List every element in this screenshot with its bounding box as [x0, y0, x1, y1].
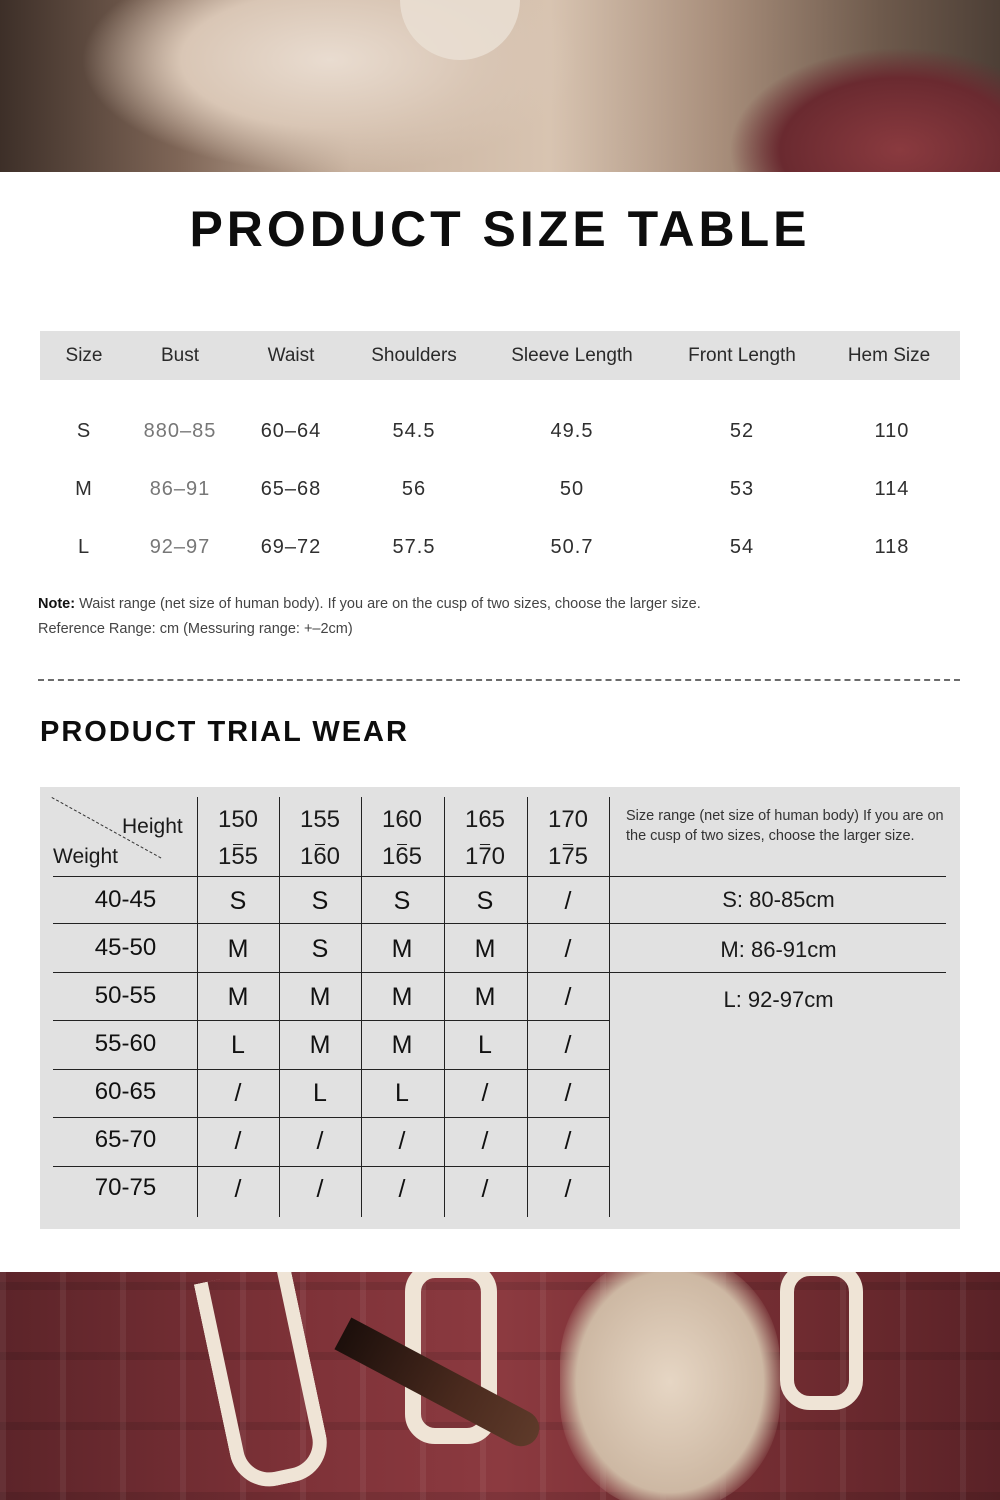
header-front-length: Front Length [688, 345, 796, 366]
size-cell: / [316, 1127, 324, 1155]
size-cell: / [398, 1175, 406, 1203]
cell-bust: 880–85 [143, 420, 217, 442]
size-cell: / [398, 1127, 406, 1155]
weight-label: 65-70 [94, 1126, 157, 1153]
grid-line [53, 1069, 610, 1070]
size-cell: M [309, 983, 331, 1011]
size-cell: L [313, 1079, 327, 1107]
size-row-s [40, 411, 960, 451]
height-from: 155 [299, 806, 341, 833]
cell-size: M [75, 478, 93, 500]
size-row-l [40, 527, 960, 567]
header-sleeve-length: Sleeve Length [511, 345, 633, 366]
cell-bust: 86–91 [149, 478, 211, 500]
cell-waist: 69–72 [260, 536, 322, 558]
range-l: L: 92-97cm [723, 987, 834, 1012]
size-cell: L [395, 1079, 409, 1107]
size-cell: M [474, 935, 496, 963]
cell-waist: 65–68 [260, 478, 322, 500]
size-cell: / [234, 1079, 242, 1107]
cell-front-length: 52 [729, 420, 755, 442]
size-cell: M [391, 935, 413, 963]
cell-sleeve-length: 50.7 [550, 536, 594, 558]
weight-label: 50-55 [94, 982, 157, 1009]
size-note [38, 596, 701, 612]
cell-waist: 60–64 [260, 420, 322, 442]
section-divider [38, 679, 960, 681]
fur-collar-detail [400, 0, 520, 60]
cell-hem-size: 114 [874, 478, 910, 500]
weight-axis-label: Weight [53, 845, 118, 868]
size-cell: / [481, 1175, 489, 1203]
size-cell: M [227, 935, 249, 963]
note-text: Waist range (net size of human body). If you are on the cusp of two sizes, choose the larger size. [75, 596, 701, 612]
weight-label: 55-60 [94, 1030, 157, 1057]
size-cell: L [231, 1031, 245, 1059]
weight-label: 45-50 [94, 934, 157, 961]
cell-bust: 92–97 [149, 536, 211, 558]
size-cell: L [478, 1031, 492, 1059]
header-size: Size [65, 345, 103, 366]
cell-sleeve-length: 50 [559, 478, 585, 500]
size-range-note: Size range (net size of human body) If you are on the cusp of two sizes, choose the larger size. [626, 808, 944, 844]
size-cell: / [481, 1079, 489, 1107]
cell-shoulders: 57.5 [392, 536, 436, 558]
size-cell: / [564, 1079, 572, 1107]
size-cell: M [391, 983, 413, 1011]
size-cell: / [564, 1127, 572, 1155]
header-bust: Bust [160, 345, 200, 366]
size-table-header [40, 331, 960, 380]
grid-line [53, 876, 946, 877]
height-from: 170 [547, 806, 589, 833]
size-cell: S [311, 887, 329, 915]
size-row-m [40, 469, 960, 509]
size-cell: / [564, 1175, 572, 1203]
note-label: Note: [38, 596, 76, 612]
cell-size: S [76, 420, 92, 442]
grid-line [53, 1020, 610, 1021]
size-cell: / [316, 1175, 324, 1203]
height-to: 165 [381, 843, 423, 870]
size-cell: S [229, 887, 247, 915]
reference-range-note: Reference Range: cm (Messuring range: +–2cm) [38, 621, 353, 637]
range-s: S: 80-85cm [722, 887, 835, 912]
grid-line [53, 1117, 610, 1118]
trial-wear-title: PRODUCT TRIAL WEAR [40, 716, 409, 748]
weight-label: 40-45 [94, 886, 157, 913]
height-to: 175 [547, 843, 589, 870]
height-to: 160 [299, 843, 341, 870]
size-cell: M [474, 983, 496, 1011]
size-cell: / [234, 1127, 242, 1155]
weight-label: 70-75 [94, 1174, 157, 1201]
grid-line [53, 1166, 610, 1167]
cell-hem-size: 110 [874, 420, 910, 442]
size-cell: S [393, 887, 411, 915]
header-shoulders: Shoulders [371, 345, 457, 366]
height-to: 170 [464, 843, 506, 870]
size-table-title: PRODUCT SIZE TABLE [189, 201, 811, 257]
cell-front-length: 53 [729, 478, 755, 500]
size-cell: M [309, 1031, 331, 1059]
grid-line [53, 923, 946, 924]
product-photo-bottom [0, 1272, 1000, 1500]
cell-front-length: 54 [729, 536, 755, 558]
cell-shoulders: 56 [401, 478, 427, 500]
weight-label: 60-65 [94, 1078, 157, 1105]
height-to: 155 [217, 843, 259, 870]
size-cell: / [564, 935, 572, 963]
cell-hem-size: 118 [874, 536, 910, 558]
grid-line [53, 972, 946, 973]
grid-line [609, 797, 610, 1217]
size-cell: M [227, 983, 249, 1011]
rope-loop [780, 1272, 863, 1410]
rope-loop [194, 1272, 334, 1494]
size-cell: / [564, 1031, 572, 1059]
header-hem-size: Hem Size [847, 345, 931, 366]
size-cell: S [311, 935, 329, 963]
height-from: 150 [217, 806, 259, 833]
header-waist: Waist [267, 345, 315, 366]
height-axis-label: Height [122, 815, 183, 838]
fur-trim-detail [560, 1272, 780, 1500]
size-cell: / [234, 1175, 242, 1203]
size-cell: / [481, 1127, 489, 1155]
cell-sleeve-length: 49.5 [550, 420, 594, 442]
height-from: 165 [464, 806, 506, 833]
cell-size: L [77, 536, 91, 558]
product-photo-top [0, 0, 1000, 172]
size-cell: / [564, 887, 572, 915]
range-m: M: 86-91cm [720, 937, 837, 962]
cell-shoulders: 54.5 [392, 420, 436, 442]
size-cell: / [564, 983, 572, 1011]
size-cell: M [391, 1031, 413, 1059]
size-cell: S [476, 887, 494, 915]
height-from: 160 [381, 806, 423, 833]
